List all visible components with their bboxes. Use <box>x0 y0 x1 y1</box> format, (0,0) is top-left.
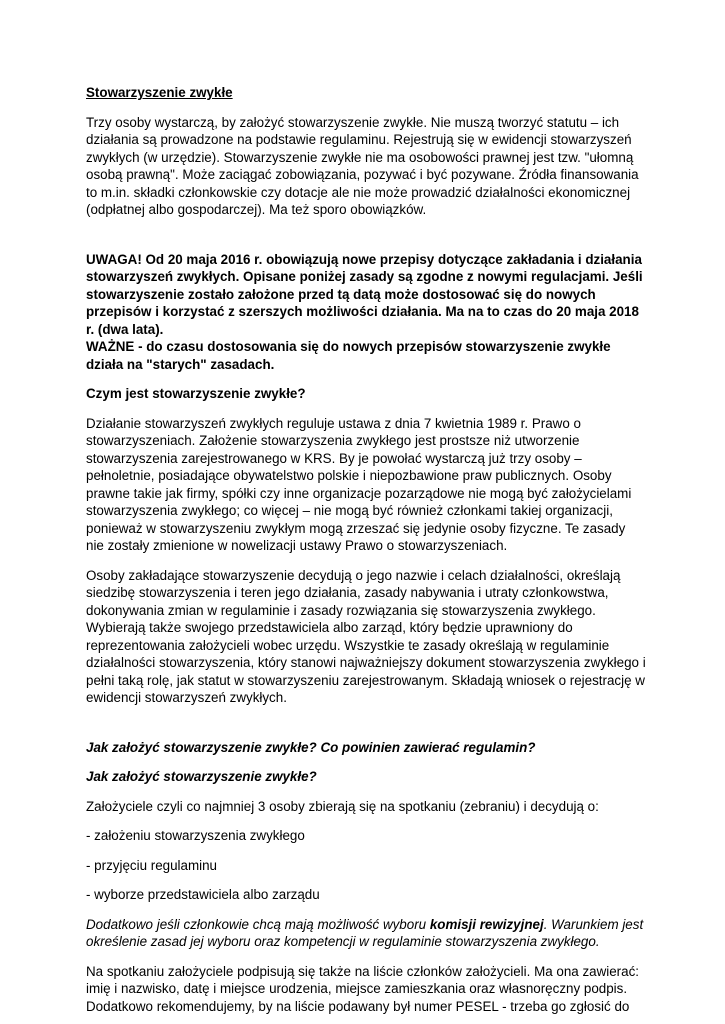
section-heading-how: Jak założyć stowarzyszenie zwykłe? <box>86 769 317 784</box>
committee-emphasis: komisji rewizyjnej <box>429 916 544 932</box>
list-item: - wyborze przedstawiciela albo zarządu <box>86 887 320 902</box>
signing-paragraph: Na spotkaniu założyciele podpisują się także na liście członków założycieli. Ma ona zawierać: imię i nazwisko, datę i miejsce urodzenia, miejsce zamieszkania oraz własnoręczny podpis. Dodatkowo rekomendujemy, by na liście podawany był numer PESEL - trzeba go zgłosić do <box>86 963 640 1014</box>
document-title: Stowarzyszenie zwykłe <box>86 85 233 100</box>
committee-text-pre: Dodatkowo jeśli członkowie chcą mają możliwość wyboru <box>86 916 430 932</box>
section-heading-how-regulamin: Jak założyć stowarzyszenie zwykłe? Co powinien zawierać regulamin? <box>86 739 536 755</box>
intro-paragraph: Trzy osoby wystarczą, by założyć stowarzyszenie zwykłe. Nie muszą tworzyć statutu – ich działania są prowadzone na podstawie regulaminu. Rejestrują się w ewidencji stowarzyszeń zwykłych (w urzędzie). Stowarzyszenie zwykłe nie ma osobowości prawnej jest tzw. "ułomną osobą prawną". Może zaciągać zobowiązania, pozywać i być pozywane. Źródła finansowania to m.in. składki członkowskie czy dotacje ale nie może prowadzić działalności ekonomicznej (odpłatnej albo gospodarczej). Ma też sporo obowiązków. <box>86 114 639 217</box>
committee-paragraph <box>86 916 646 951</box>
committee-text-post: . Warunkiem jest określenie zasad jej wyboru oraz kompetencji w regulaminie stowarzyszenia zwykłego. <box>86 916 644 949</box>
founders-intro-paragraph: Założyciele czyli co najmniej 3 osoby zbierają się na spotkaniu (zebraniu) i decydują o: <box>86 798 599 814</box>
what-paragraph-2: Osoby zakładające stowarzyszenie decydują o jego nazwie i celach działalności, określają siedzibę stowarzyszenia i teren jego działania, zasady nabywania i utraty członkowstwa, dokonywania zmian w regulaminie i zasady rozwiązania się stowarzyszenia zwykłego. Wybierają także swojego przedstawiciela albo zarząd, który będzie uprawniony do reprezentowania założycieli wobec urzędu. Wszystkie te zasady określają w regulaminie działalności stowarzyszenia, który stanowi najważniejszy dokument stowarzyszenia zwykłego i pełni taką rolę, jak statut w stowarzyszeniu zarejestrowanym. Składają wniosek o rejestrację w ewidencji stowarzyszeń zwykłych. <box>86 567 646 705</box>
list-item: - założeniu stowarzyszenia zwykłego <box>86 828 305 843</box>
section-heading-what: Czym jest stowarzyszenie zwykłe? <box>86 386 306 401</box>
what-paragraph-1: Działanie stowarzyszeń zwykłych reguluje ustawa z dnia 7 kwietnia 1989 r. Prawo o stowarzyszeniach. Założenie stowarzyszenia zwykłego jest prostsze niż utworzenie stowarzyszenia zarejestrowanego w KRS. By je powołać wystarczą już trzy osoby – pełnoletnie, posiadające obywatelstwo polskie i niepozbawione praw publicznych. Osoby prawne takie jak firmy, spółki czy inne organizacje pozarządowe nie mogą być założycielami stowarzyszenia zwykłego; co więcej – nie mogą być również członkami takiej organizacji, ponieważ w stowarzyszeniu zwykłym mogą zrzeszać się jedynie osoby fizyczne. Te zasady nie zostały zmienione w nowelizacji ustawy Prawo o stowarzyszeniach. <box>86 415 632 553</box>
warning-paragraph: UWAGA! Od 20 maja 2016 r. obowiązują nowe przepisy dotyczące zakładania i działania stowarzyszeń zwykłych. Opisane poniżej zasady są zgodne z nowymi regulacjami. Jeśli stowarzyszenie zostało założone przed tą datą może dostosować się do nowych przepisów i korzystać z szerszych możliwości działania. Ma na to czas do 20 maja 2018 r. (dwa lata). <box>86 251 643 337</box>
important-paragraph: WAŻNE - do czasu dostosowania się do nowych przepisów stowarzyszenie zwykłe działa na "starych" zasadach. <box>86 339 611 372</box>
list-item: - przyjęciu regulaminu <box>86 857 217 873</box>
document-body <box>86 84 646 1015</box>
